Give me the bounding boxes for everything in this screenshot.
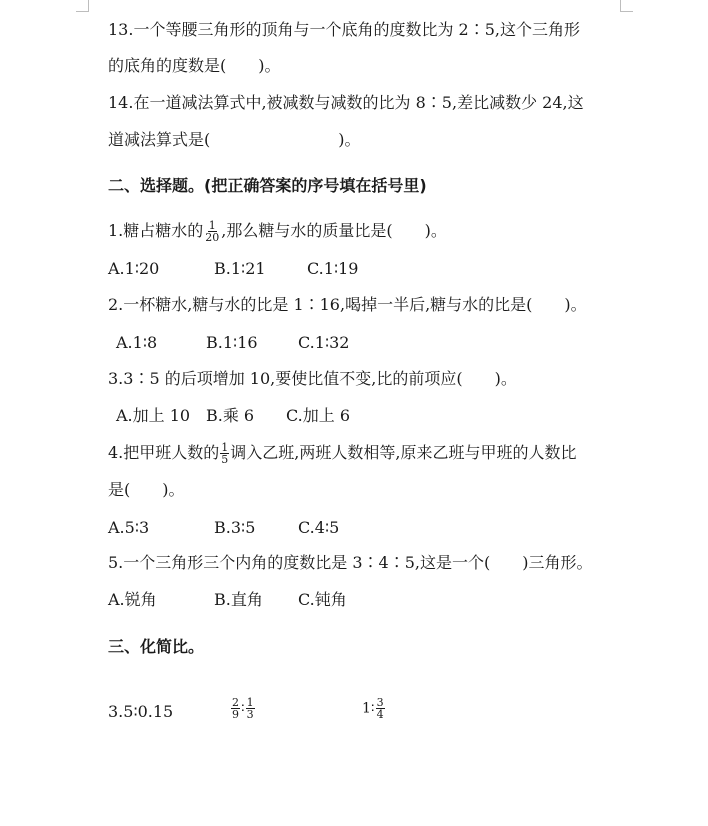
fraction-numerator: 1 [208, 219, 216, 232]
option-a: A.加上 10 [116, 406, 191, 425]
option-b: B.乘 6 [206, 406, 255, 425]
option-b: B.3∶5 [214, 518, 256, 537]
ratio-separator: ∶ [241, 700, 245, 717]
choice-question-5: 5.一个三角形三个内角的度数比是 3∶4∶5,这是一个( )三角形。 [108, 553, 593, 572]
simplify-item-2 [230, 697, 256, 720]
choice-question-3: 3.3∶5 的后项增加 10,要使比值不变,比的前项应( )。 [108, 369, 517, 388]
choice-4-options [108, 518, 339, 538]
fraction-denominator: 20 [205, 231, 220, 244]
option-b: B.1∶21 [214, 259, 266, 278]
question-13-line-2: 的底角的度数是( )。 [108, 56, 281, 75]
section-2-heading: 二、选择题。(把正确答案的序号填在括号里) [108, 176, 427, 195]
choice-question-4 [108, 442, 576, 465]
choice-1-prefix: 1.糖占糖水的 [108, 221, 204, 240]
fraction-denominator: 3 [246, 708, 254, 721]
crop-mark-top-right-h [620, 11, 633, 12]
option-c: C.1∶19 [307, 259, 359, 278]
fraction-denominator: 9 [232, 708, 239, 721]
fraction-numerator: 3 [376, 696, 384, 709]
choice-1-suffix: ,那么糖与水的质量比是( )。 [221, 221, 447, 240]
fraction-numerator: 1 [246, 696, 254, 709]
simplify-item-1: 3.5∶0.15 [108, 702, 174, 721]
option-a: A.锐角 [108, 590, 157, 609]
option-a: A.5∶3 [108, 518, 150, 537]
choice-1-options [108, 259, 358, 279]
fraction-three-quarters [376, 697, 385, 720]
fraction-denominator: 4 [376, 708, 384, 721]
question-13-line-1: 13.一个等腰三角形的顶角与一个底角的度数比为 2∶5,这个三角形 [108, 20, 580, 39]
fraction-two-ninths [231, 697, 240, 720]
ratio-lead: 1∶ [362, 700, 375, 717]
option-a: A.1∶8 [116, 333, 158, 352]
fraction-numerator: 2 [232, 696, 239, 709]
option-b: B.直角 [214, 590, 263, 609]
choice-5-options [108, 590, 347, 610]
question-14-line-1: 14.在一道减法算式中,被减数与减数的比为 8∶5,差比减数少 24,这 [108, 93, 584, 112]
fraction-one-fifth [220, 442, 229, 465]
fraction-numerator: 1 [221, 441, 229, 454]
fraction-denominator: 5 [221, 453, 229, 466]
choice-question-2: 2.一杯糖水,糖与水的比是 1∶16,喝掉一半后,糖与水的比是( )。 [108, 295, 587, 314]
choice-4-prefix: 4.把甲班人数的 [108, 443, 220, 462]
simplify-item-3 [362, 697, 386, 720]
choice-question-4-line-2: 是( )。 [108, 480, 185, 499]
crop-mark-top-left-h [76, 11, 89, 12]
option-b: B.1∶16 [206, 333, 258, 352]
option-c: C.4∶5 [298, 518, 340, 537]
question-14-line-2: 道减法算式是( )。 [108, 130, 361, 149]
fraction-one-twentieth [204, 220, 220, 243]
choice-2-options [116, 333, 349, 353]
choice-4-suffix: 调入乙班,两班人数相等,原来乙班与甲班的人数比 [230, 443, 577, 462]
choice-question-1 [108, 220, 447, 243]
fraction-one-third [246, 697, 255, 720]
option-c: C.钝角 [298, 590, 347, 609]
option-c: C.1∶32 [298, 333, 350, 352]
section-3-heading: 三、化简比。 [108, 637, 205, 656]
choice-3-options [116, 406, 350, 426]
option-a: A.1∶20 [108, 259, 160, 278]
option-c: C.加上 6 [286, 406, 351, 425]
